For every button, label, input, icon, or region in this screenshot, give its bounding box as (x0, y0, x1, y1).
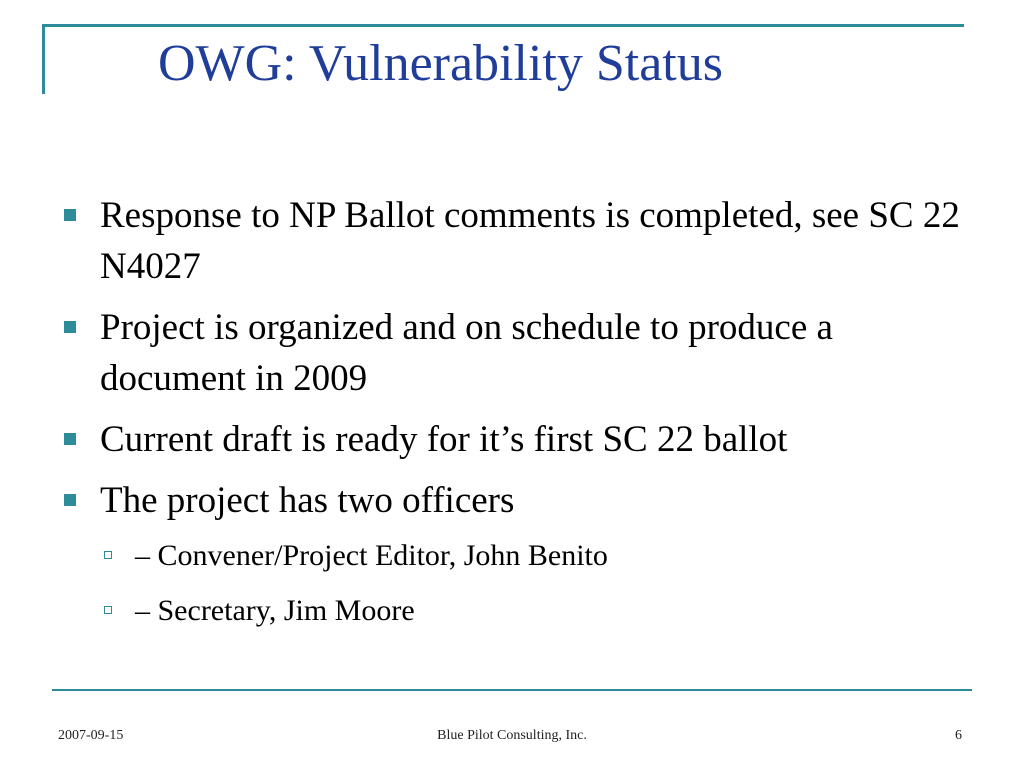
bullet-item (0, 414, 980, 465)
footer-divider (52, 689, 972, 691)
square-bullet-icon (64, 494, 76, 506)
bullet-text: Project is organized and on schedule to produce a document in 2009 (100, 307, 833, 399)
footer-date: 2007-09-15 (58, 728, 124, 743)
slide-title: OWG: Vulnerability Status (158, 35, 723, 92)
bullet-text: Current draft is ready for it’s first SC 22 ballot (100, 419, 788, 460)
sub-bullet-item (0, 591, 980, 631)
square-bullet-icon (64, 209, 76, 221)
footer-company: Blue Pilot Consulting, Inc. (437, 728, 587, 743)
bullet-item (0, 475, 980, 526)
sub-bullet-item (0, 536, 980, 576)
sub-bullet-text: – Secretary, Jim Moore (135, 594, 415, 627)
hollow-square-bullet-icon (104, 551, 112, 559)
square-bullet-icon (64, 433, 76, 445)
page-number: 6 (955, 728, 962, 743)
left-frame-line (42, 24, 45, 94)
square-bullet-icon (64, 321, 76, 333)
slide-content (0, 190, 1024, 646)
hollow-square-bullet-icon (104, 606, 112, 614)
bullet-text: Response to NP Ballot comments is completed, see SC 22 N4027 (100, 195, 960, 287)
bullet-item (0, 190, 980, 292)
sub-bullet-text: – Convener/Project Editor, John Benito (135, 539, 608, 572)
bullet-item (0, 302, 980, 404)
top-frame-line (42, 24, 964, 27)
bullet-text: The project has two officers (100, 480, 515, 521)
